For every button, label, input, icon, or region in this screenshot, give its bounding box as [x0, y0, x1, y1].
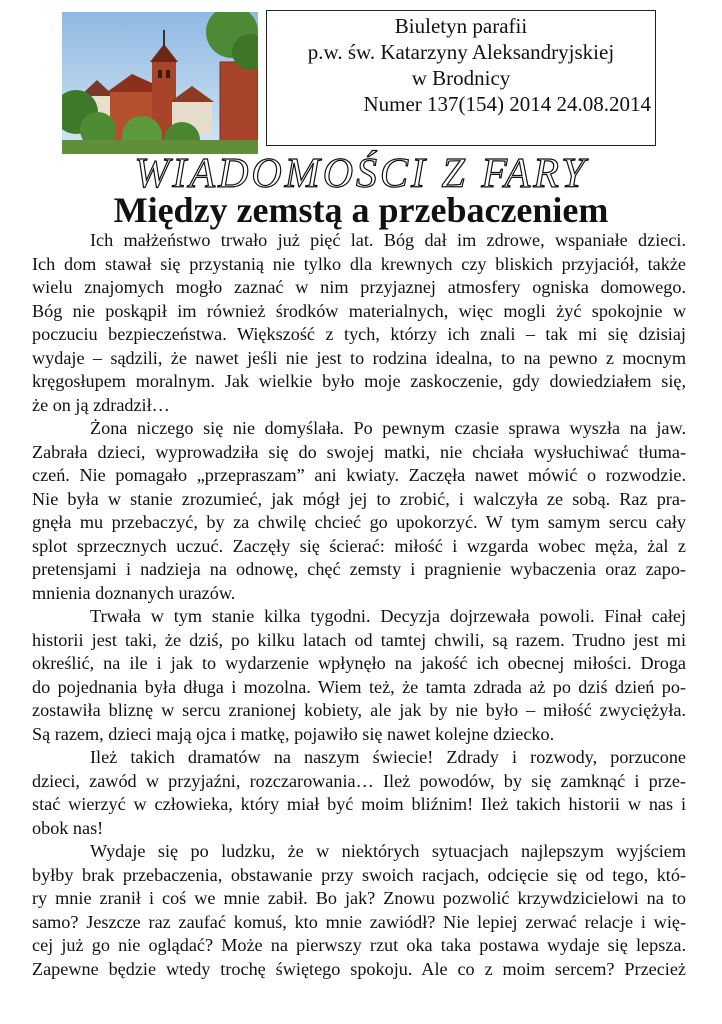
article-line: wielu znajomych mogło zaznać w nim przyjaznej atmosfery ogniska domowego.: [32, 277, 686, 297]
masthead-line-2: p.w. św. Katarzyny Aleksandryjskiej: [307, 40, 615, 64]
article-line: poczuciu bezpieczeństwa. Większość z tych, którzy ich znali – tak mi się dzisiaj: [32, 324, 686, 344]
article-line: ry mnie zranił i coś we mnie zabił. Bo jak? Znowu pozwolić krzywdzicielowi na to: [32, 888, 686, 908]
article-line: Zapewne będzie wtedy trochę świętego spokoju. Ale co z moim sercem? Przecież: [32, 958, 686, 979]
article-line: cej już go nie oglądać? Może na pierwszy rzut oka taka postawa wydaje się lepsza.: [32, 935, 686, 955]
article-line: obok nas!: [32, 817, 104, 838]
issue-number: Numer 137(154) 2014 24.08.2014: [363, 92, 651, 116]
article-line: Ich dom stawał się przystanią nie tylko dla krewnych czy bliskich przyjaciół, także: [32, 253, 686, 274]
article-line: byłby brak przebaczenia, obstawanie przy swoich racjach, odcięcie się od tego, któ-: [32, 864, 686, 885]
article-line: do pojednania była długa i mozolna. Wiem też, że tamta zdrada aż po dziś dzień po-: [32, 676, 686, 697]
article-line: Trwała w tym stanie kilka tygodni. Decyzja dojrzewała powoli. Finał całej: [90, 606, 686, 626]
article-line: wydaje – sądzili, że nawet jeśli nie jest to rodzina idealna, to na pewno z mocnym: [32, 347, 686, 368]
masthead-line-3: w Brodnicy: [411, 66, 511, 90]
article-line: pretensjami i nadzieja na odnowę, chęć zemsty i pragnienie wybaczenia oraz zapo-: [32, 559, 686, 579]
newsletter-title: WIADOMOŚCI Z FARY: [134, 151, 588, 197]
masthead-line-1: Biuletyn parafii: [394, 14, 528, 38]
article-line: Bóg nie poskąpił im również środków materialnych, więc mogli żyć spokojnie w: [32, 300, 686, 321]
article-line: zostawiła bliznę w sercu zranionej kobiety, ale jak by nie było – miłość zwyciężyła.: [32, 700, 686, 720]
masthead-box: [266, 10, 656, 146]
article-line: Żona niczego się nie domyślała. Po pewnym czasie sprawa wyszła na jaw.: [90, 418, 686, 438]
article-line: Nie była w stanie zrozumieć, jak mógł jej to zrobić, i walczyła ze sobą. Raz pra-: [32, 488, 686, 509]
article-line: określić, na ile i jak to wydarzenie wpłynęło na jakość ich obecnej miłości. Droga: [32, 653, 686, 673]
article-body: [32, 229, 686, 981]
article-line: Zabrała dzieci, wyprowadziła się do swojej matki, nie chciała wysłuchiwać tłuma-: [32, 441, 686, 462]
church-photo: [62, 12, 258, 154]
article-line: Są razem, dzieci mają ojca i matkę, pojawiło się nawet kolejne dziecko.: [32, 723, 555, 744]
article-line: Ileż takich dramatów na naszym świecie! Zdrady i rozwody, porzucone: [90, 747, 686, 767]
article-line: kręgosłupem moralnym. Jak wielkie było moje zaskoczenie, gdy dowiedziałem się,: [32, 371, 686, 391]
article-line: splot sprzecznych uczuć. Zaczęły się ścierać: miłość i wzgarda wobec męża, żal z: [32, 535, 686, 556]
article-line: Ich małżeństwo trwało już pięć lat. Bóg dał im zdrowe, wspaniałe dzieci.: [90, 230, 686, 250]
article-line: gnęła mu przebaczyć, by za chwilę chcieć go upokorzyć. W tym samym sercu cały: [32, 512, 686, 532]
article-line: Wydaje się po ludzku, że w niektórych sytuacjach najlepszym wyjściem: [90, 841, 686, 861]
article-line: historii jest taki, że dziś, po kilku latach od tamtej chwili, są razem. Trudno jest mi: [32, 629, 686, 650]
article-line: czeń. Nie pomagało „przepraszam” ani kwiaty. Zaczęła nawet mówić o rozwodzie.: [32, 465, 686, 485]
article-line: dzieci, zawód w przyjaźni, rozczarowania… Ileż powodów, by się zamknąć i prze-: [32, 770, 686, 791]
article-line: samo? Jeszcze raz zaufać komuś, kto mnie zawiódł? Nie lepiej zerwać relacje i wię-: [32, 911, 686, 932]
article-headline: Między zemstą a przebaczeniem: [113, 190, 609, 230]
article-line: mnienia doznanych urazów.: [32, 582, 236, 603]
article-line: stać wierzyć w człowieka, który miał być moim bliźnim! Ileż takich historii w nas i: [32, 794, 686, 814]
article-line: że on ją zdradził…: [32, 394, 170, 415]
